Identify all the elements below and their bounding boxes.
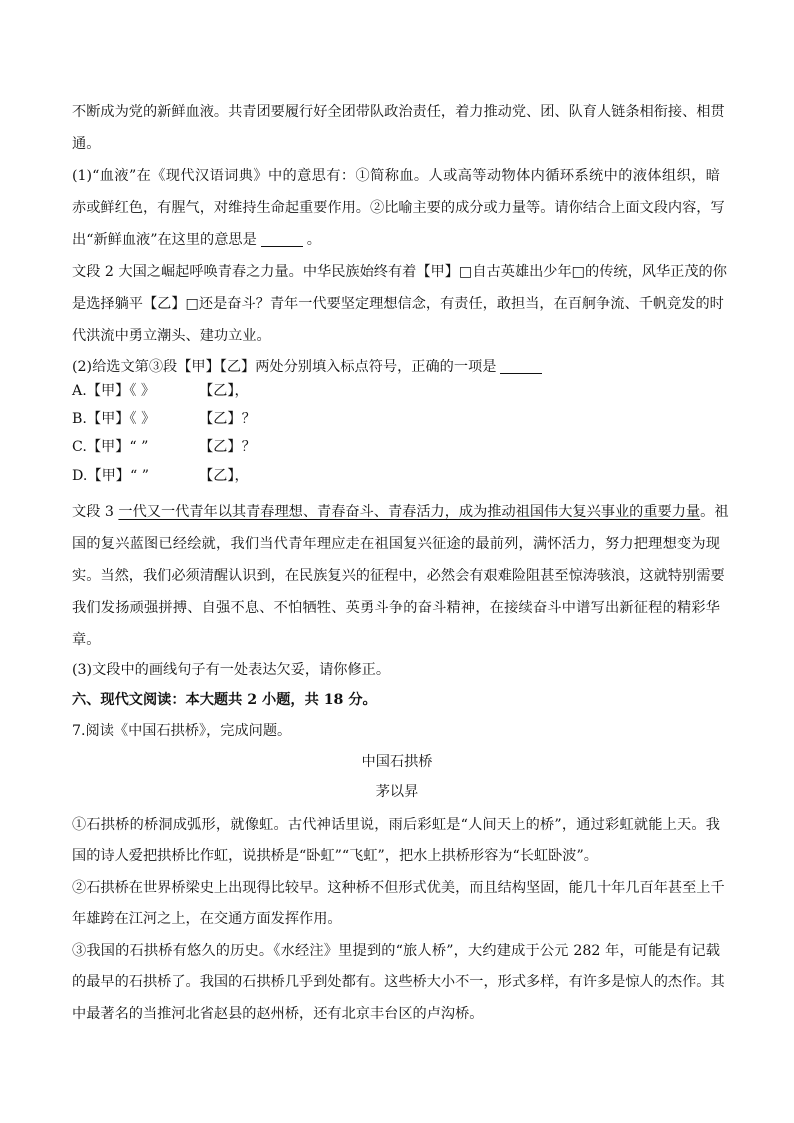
passage-2-line: 文段 2 大国之崛起呼唤青春之力量。中华民族始终有着【甲】□自古英雄出少年□的传统，风华正茂的你 (72, 264, 727, 280)
passage-2-line: 是选择躺平【乙】□还是奋斗？青年一代要坚定理想信念，有责任，敢担当，在百舸争流、千帆竞发的时 (72, 296, 724, 312)
option-d (72, 466, 372, 486)
passage-3-line: 章。 (72, 632, 101, 648)
question-2-text: (2)给选文第③段【甲】【乙】两处分别填入标点符号，正确的一项是 (72, 359, 497, 375)
option-c-part2: 【乙】？ (199, 439, 256, 455)
option-b (72, 409, 372, 429)
passage-3-line: 我们发扬顽强拼搏、自强不息、不怕牺牲、英勇斗争的奋斗精神，在接续奋斗中谱写出新征程的精彩华 (72, 600, 720, 616)
option-d-part1: D.【甲】“ ” (72, 468, 149, 484)
question-1-text: 出“新鲜血液”在这里的意思是 (72, 232, 257, 248)
question-1-line: (1)“血液”在《现代汉语词典》中的意思有：①简称血。人或高等动物体内循环系统中的液体组织，暗 (72, 168, 720, 184)
option-c (72, 437, 372, 457)
underlined-sentence: 一代又一代青年以其青春理想、青春奋斗、青春活力，成为推动祖国伟大复兴事业的重要力量 (118, 504, 701, 520)
answer-blank (261, 232, 303, 247)
question-1-end: 。 (306, 232, 321, 248)
question-2-line (72, 357, 546, 377)
option-a-part2: 【乙】， (199, 383, 249, 399)
option-b-part2: 【乙】？ (199, 411, 256, 427)
article-paragraph-line: ③我国的石拱桥有悠久的历史。《水经注》里提到的“旅人桥”，大约建成于公元 282 年，可能是有记载 (72, 943, 720, 959)
question-7-line: 7.阅读《中国石拱桥》，完成问题。 (72, 723, 292, 739)
question-3-line: (3)文段中的画线句子有一处表达欠妥，请你修正。 (72, 662, 391, 678)
article-paragraph-line: 年雄跨在江河之上，在交通方面发挥作用。 (72, 911, 342, 927)
article-author: 茅以昇 (375, 784, 419, 800)
option-d-part2: 【乙】， (199, 468, 249, 484)
text-line: 不断成为党的新鲜血液。共青团要履行好全团带队政治责任，着力推动党、团、队育人链条相衔接、相贯 (72, 104, 725, 120)
question-1-line: 赤或鲜红色，有腥气，对维持生命起重要作用。②比喻主要的成分或力量等。请你结合上面文段内容，写 (72, 200, 725, 216)
option-a-part1: A.【甲】《 》 (72, 383, 156, 399)
question-1-line (72, 230, 321, 250)
answer-blank (500, 359, 542, 374)
passage-3-label: 文段 3 (72, 504, 119, 520)
article-paragraph-line: ②石拱桥在世界桥梁史上出现得比较早。这种桥不但形式优美，而且结构坚固，能几十年几百年甚至上千 (72, 880, 725, 896)
passage-3-text: 。祖 (700, 504, 729, 520)
option-a (72, 381, 372, 401)
passage-3-line (72, 502, 729, 522)
article-paragraph-line: 的最早的石拱桥了。我国的石拱桥几乎到处都有。这些桥大小不一，形式多样，有许多是惊人的杰作。其 (72, 974, 725, 990)
passage-3-line: 实。当然，我们必须清醒认识到，在民族复兴的征程中，必然会有艰难险阻甚至惊涛骇浪，这就特别需要 (72, 568, 725, 584)
article-paragraph-line: 中最著名的当推河北省赵县的赵州桥，还有北京丰台区的卢沟桥。 (72, 1006, 484, 1022)
option-b-part1: B.【甲】《 》 (72, 411, 156, 427)
passage-3-line: 国的复兴蓝图已经绘就，我们当代青年理应走在祖国复兴征途的最前列，满怀活力，努力把理想变为现 (72, 536, 720, 552)
text-line: 通。 (72, 136, 101, 152)
option-c-part1: C.【甲】“ ” (72, 439, 149, 455)
section-heading: 六、现代文阅读：本大题共 2 小题，共 18 分。 (72, 692, 377, 708)
article-title: 中国石拱桥 (361, 754, 433, 770)
article-paragraph-line: ①石拱桥的桥洞成弧形，就像虹。古代神话里说，雨后彩虹是“人间天上的桥”，通过彩虹就能上天。我 (72, 817, 720, 833)
passage-2-line: 代洪流中勇立潮头、建功立业。 (72, 328, 271, 344)
article-paragraph-line: 国的诗人爱把拱桥比作虹，说拱桥是“卧虹”“飞虹”，把水上拱桥形容为“长虹卧波”。 (72, 848, 598, 864)
